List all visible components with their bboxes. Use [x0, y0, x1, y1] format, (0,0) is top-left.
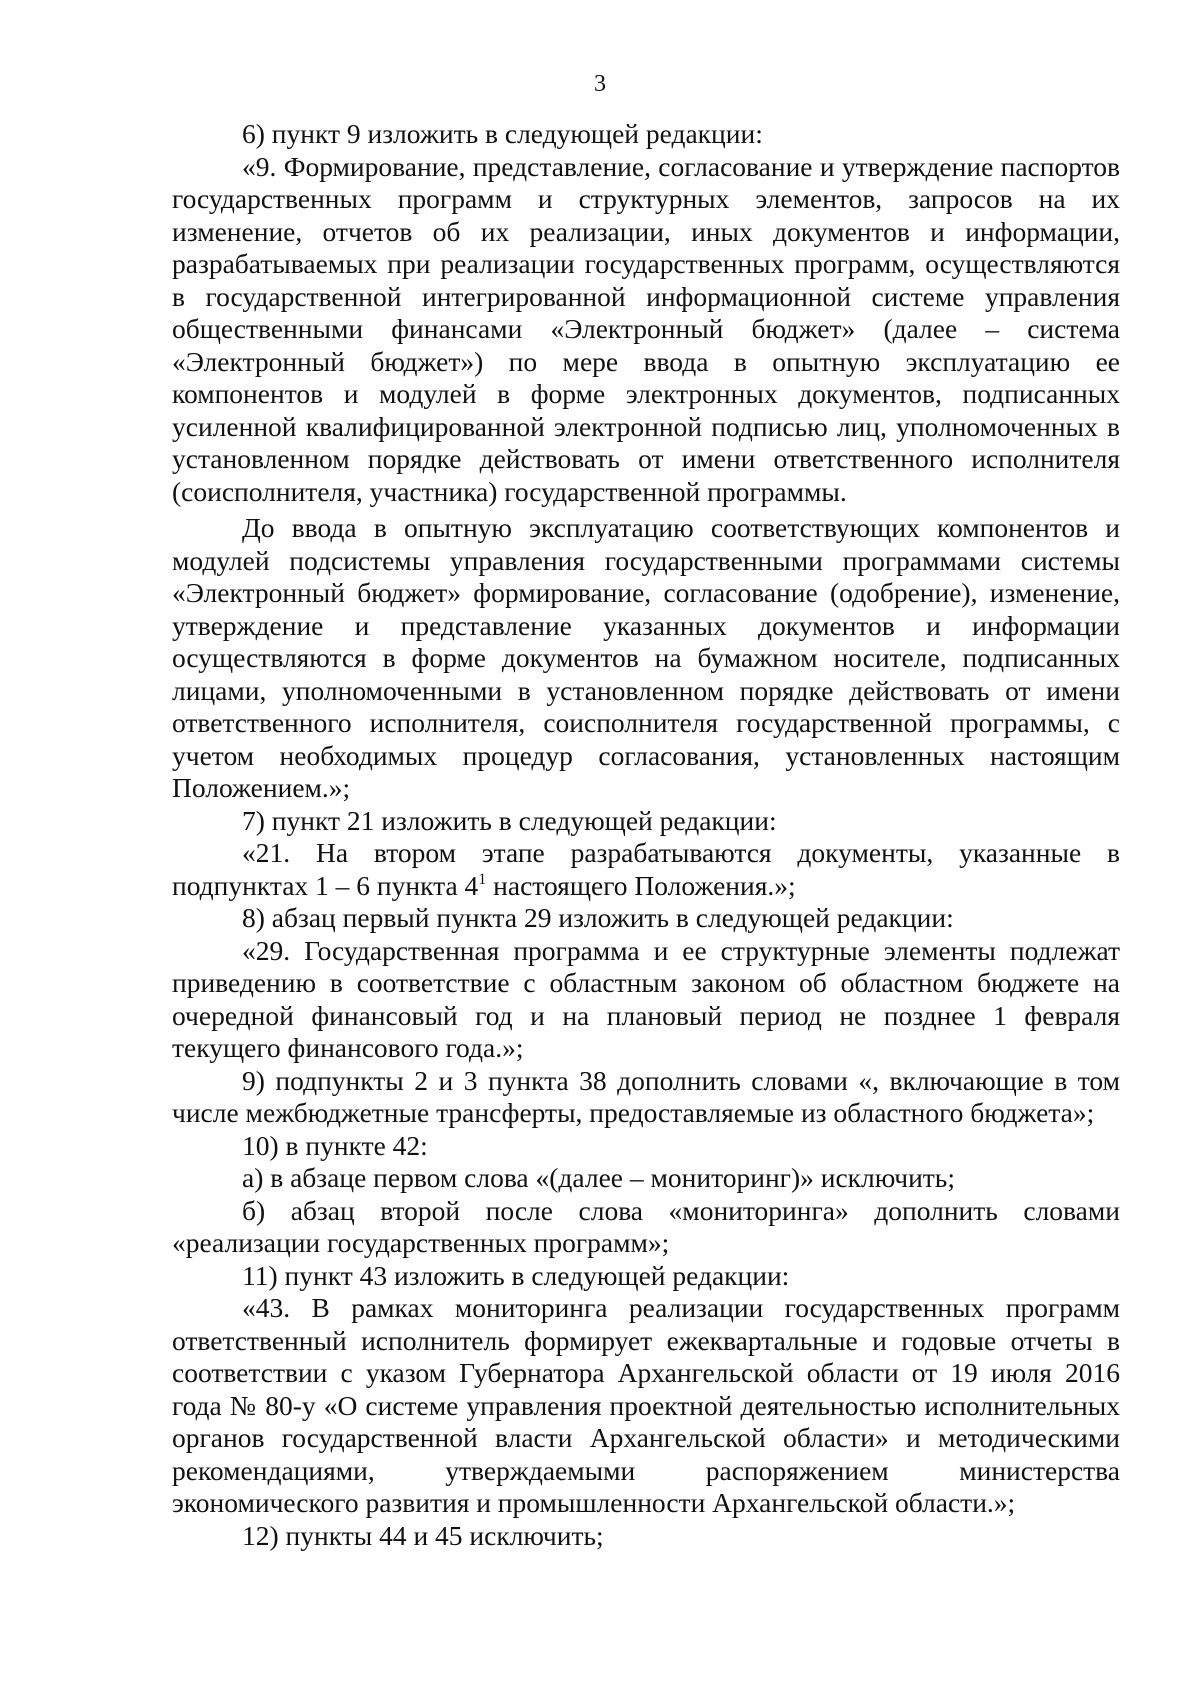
- document-body: [172, 118, 1120, 1552]
- paragraph-point-29-text: «29. Государственная программа и ее структурные элементы подлежат приведению в соответствие с областным законом об областном бюджете на очередной финансовый год и на плановый период не позднее 1 февраля текущего финансового года.»;: [172, 934, 1120, 1063]
- paragraph-item-8: 8) абзац первый пункта 29 изложить в следующей редакции:: [242, 902, 954, 933]
- paragraph-point-43-text: «43. В рамках мониторинга реализации государственных программ ответственный исполнитель формирует ежеквартальные и годовые отчеты в соответствии с указом Губернатора Архангельской области от 19 июля 2016 года № 80-у «О системе управления проектной деятельностью исполнительных органов государственной власти Архангельской области» и методическими рекомендациями, утверждаемыми распоряжением министерства экономического развития и промышленности Архангельской области.»;: [172, 1292, 1120, 1518]
- paragraph-point-9-text: «9. Формирование, представление, согласование и утверждение паспортов государственных программ и структурных элементов, запросов на их изменение, отчетов об их реализации, иных документов и информации, разрабатываемых при реализации государственных программ, осуществляются в государственной интегрированной информационной системе управления общественными финансами «Электронный бюджет» (далее – система «Электронный бюджет») по мере ввода в опытную эксплуатацию ее компонентов и модулей в форме электронных документов, подписанных усиленной квалифицированной электронной подписью лиц, уполномоченных в установленном порядке действовать от имени ответственного исполнителя (соисполнителя, участника) государственной программы.: [172, 150, 1120, 507]
- paragraph-item-9: 9) подпункты 2 и 3 пункта 38 дополнить словами «, включающие в том числе межбюджетные трансферты, предоставляемые из областного бюджета»;: [172, 1064, 1120, 1128]
- paragraph-item-11: 11) пункт 43 изложить в следующей редакции:: [242, 1259, 790, 1291]
- point-21-text-start: «21. На втором этапе разрабатываются документы, указанные в подпунктах 1 – 6 пункта 4: [172, 837, 1120, 901]
- paragraph-item-10: 10) в пункте 42:: [242, 1129, 428, 1161]
- paragraph-item-7: 7) пункт 21 изложить в следующей редакции:: [242, 804, 777, 836]
- paragraph-point-21-text: [172, 837, 1120, 902]
- paragraph-item-12: 12) пункты 44 и 45 исключить;: [242, 1519, 604, 1551]
- superscript-index: 1: [478, 870, 487, 888]
- page-number: 3: [594, 71, 606, 97]
- point-21-text-end: настоящего Положения.»;: [486, 869, 796, 901]
- paragraph-item-6: 6) пункт 9 изложить в следующей редакции:: [242, 118, 763, 149]
- paragraph-point-9-second: До ввода в опытную эксплуатацию соответствующих компонентов и модулей подсистемы управления государственными программами системы «Электронный бюджет» формирование, согласование (одобрение), изменение, утверждение и представление указанных документов и информации осуществляются в форме документов на бумажном носителе, подписанных лицами, уполномоченными в установленном порядке действовать от имени ответственного исполнителя, соисполнителя государственной программы, с учетом необходимых процедур согласования, установленных настоящим Положением.»;: [172, 512, 1120, 803]
- paragraph-item-10a: а) в абзаце первом слова «(далее – мониторинг)» исключить;: [242, 1162, 955, 1193]
- paragraph-item-10b: б) абзац второй после слова «мониторинга» дополнить словами «реализации государственных программ»;: [172, 1194, 1120, 1258]
